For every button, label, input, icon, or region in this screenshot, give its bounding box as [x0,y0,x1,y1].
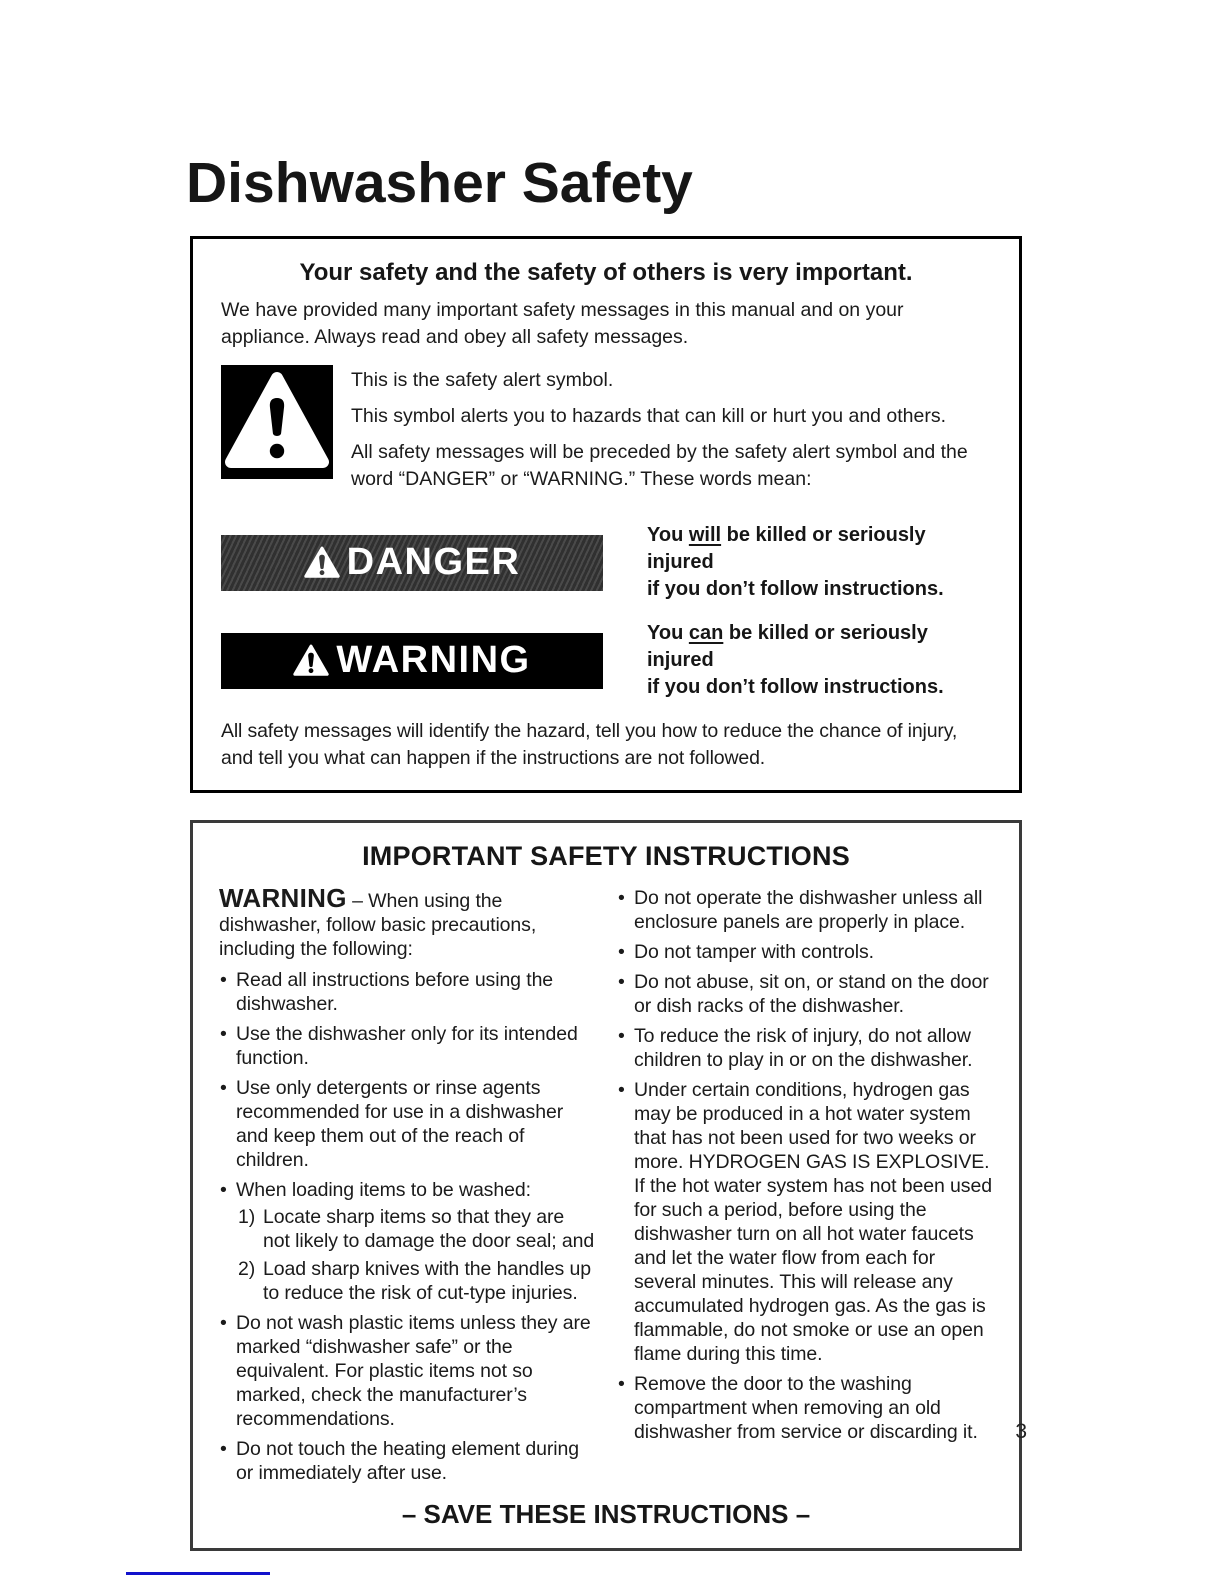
warning-word: WARNING [219,883,347,913]
bullet-item: • Use the dishwasher only for its intended function. [219,1022,595,1070]
sub-item-number: 2) [238,1258,256,1280]
save-instructions-footer: – SAVE THESE INSTRUCTIONS – [401,1499,811,1529]
warning-banner [221,633,603,689]
danger-row [221,522,991,603]
warning-message-text: You [647,622,689,644]
danger-message-line2: if you don’t follow instructions. [647,578,944,600]
warning-message-underlined: can [688,622,724,644]
safety-overview-box [190,236,1022,793]
danger-banner [221,535,603,591]
safety-box-heading: Your safety and the safety of others is very important. [299,259,913,286]
bullet-text: When loading items to be washed: [236,1179,531,1201]
bullet-item: • Use only detergents or rinse agents recommended for use in a dishwasher and keep them out of the reach of children. [219,1076,595,1172]
warning-message-text: be killed or seriously injured [647,622,928,671]
bullet-item: • Do not touch the heating element during or immediately after use. [219,1437,595,1485]
danger-message [647,522,991,603]
sub-item-text: Locate sharp items so that they are not likely to damage the door seal; and [263,1206,595,1252]
bullet-item: • Do not abuse, sit on, or stand on the door or dish racks of the dishwasher. [617,970,993,1018]
warning-label: WARNING [336,639,531,681]
bullet-item: • Do not operate the dishwasher unless all enclosure panels are properly in place. [617,886,993,934]
safety-alert-icon [221,365,333,479]
alert-symbol-text [351,365,991,502]
alert-line: This is the safety alert symbol. [351,369,614,391]
bullet-item: • To reduce the risk of injury, do not allow children to play in or on the dishwasher. [617,1024,993,1072]
danger-message-underlined: will [688,524,722,546]
page-title: Dishwasher Safety [186,151,693,215]
alert-line: This symbol alerts you to hazards that can kill or hurt you and others. [351,405,947,427]
bullet-item [219,1178,595,1305]
sub-item [236,1257,595,1305]
warning-intro [219,883,595,961]
danger-label: DANGER [346,541,521,583]
alert-triangle-icon [293,644,329,677]
instructions-right-column [617,886,993,1491]
instructions-heading: IMPORTANT SAFETY INSTRUCTIONS [362,841,850,871]
instructions-columns [219,883,993,1491]
link-underline [126,1572,270,1575]
bullet-item: • Read all instructions before using the dishwasher. [219,968,595,1016]
safety-box-closing: All safety messages will identify the hazard, tell you how to reduce the chance of injury, and tell you what can happen if the instructions are not followed. [221,720,958,769]
warning-message-line2: if you don’t follow instructions. [647,676,944,698]
page-content [186,0,1022,1551]
loading-sublist [236,1205,595,1305]
alert-symbol-row [221,365,991,502]
warning-row [221,620,991,701]
sub-item [236,1205,595,1253]
bullet-item: • Do not wash plastic items unless they are marked “dishwasher safe” or the equivalent. For plastic items not so marked, check the manufacturer’s recommendations. [219,1311,595,1431]
left-bullet-list [219,968,595,1485]
right-bullet-list [617,886,993,1444]
instructions-left-column [219,883,595,1491]
alert-triangle-icon [304,546,340,579]
sub-item-text: Load sharp knives with the handles up to reduce the risk of cut-type injuries. [263,1258,592,1304]
bullet-item: • Under certain conditions, hydrogen gas may be produced in a hot water system that has not been used for two weeks or more. HYDROGEN GAS IS EXPLOSIVE. If the hot water system has not been used for such a period, before using the dishwasher turn on all hot water faucets and let the water flow from each for several minutes. This will release any accumulated hydrogen gas. As the gas is flammable, do not smoke or use an open flame during this time. [617,1078,993,1366]
sub-item-number: 1) [238,1206,256,1228]
page-number: 3 [1015,1420,1027,1443]
important-instructions-box [190,820,1022,1551]
bullet-item: • Do not tamper with controls. [617,940,993,964]
danger-message-text: be killed or seriously injured [647,524,926,573]
warning-intro-text: – When using the dishwasher, follow basic precautions, including the following: [219,890,537,960]
warning-message [647,620,991,701]
safety-box-intro: We have provided many important safety messages in this manual and on your appliance. Always read and obey all safety messages. [221,299,904,348]
alert-line: All safety messages will be preceded by the safety alert symbol and the word “DANGER” or “WARNING.” These words mean: [351,441,968,490]
danger-message-text: You [647,524,689,546]
bullet-item: • Remove the door to the washing compartment when removing an old dishwasher from service or discarding it. [617,1372,993,1444]
